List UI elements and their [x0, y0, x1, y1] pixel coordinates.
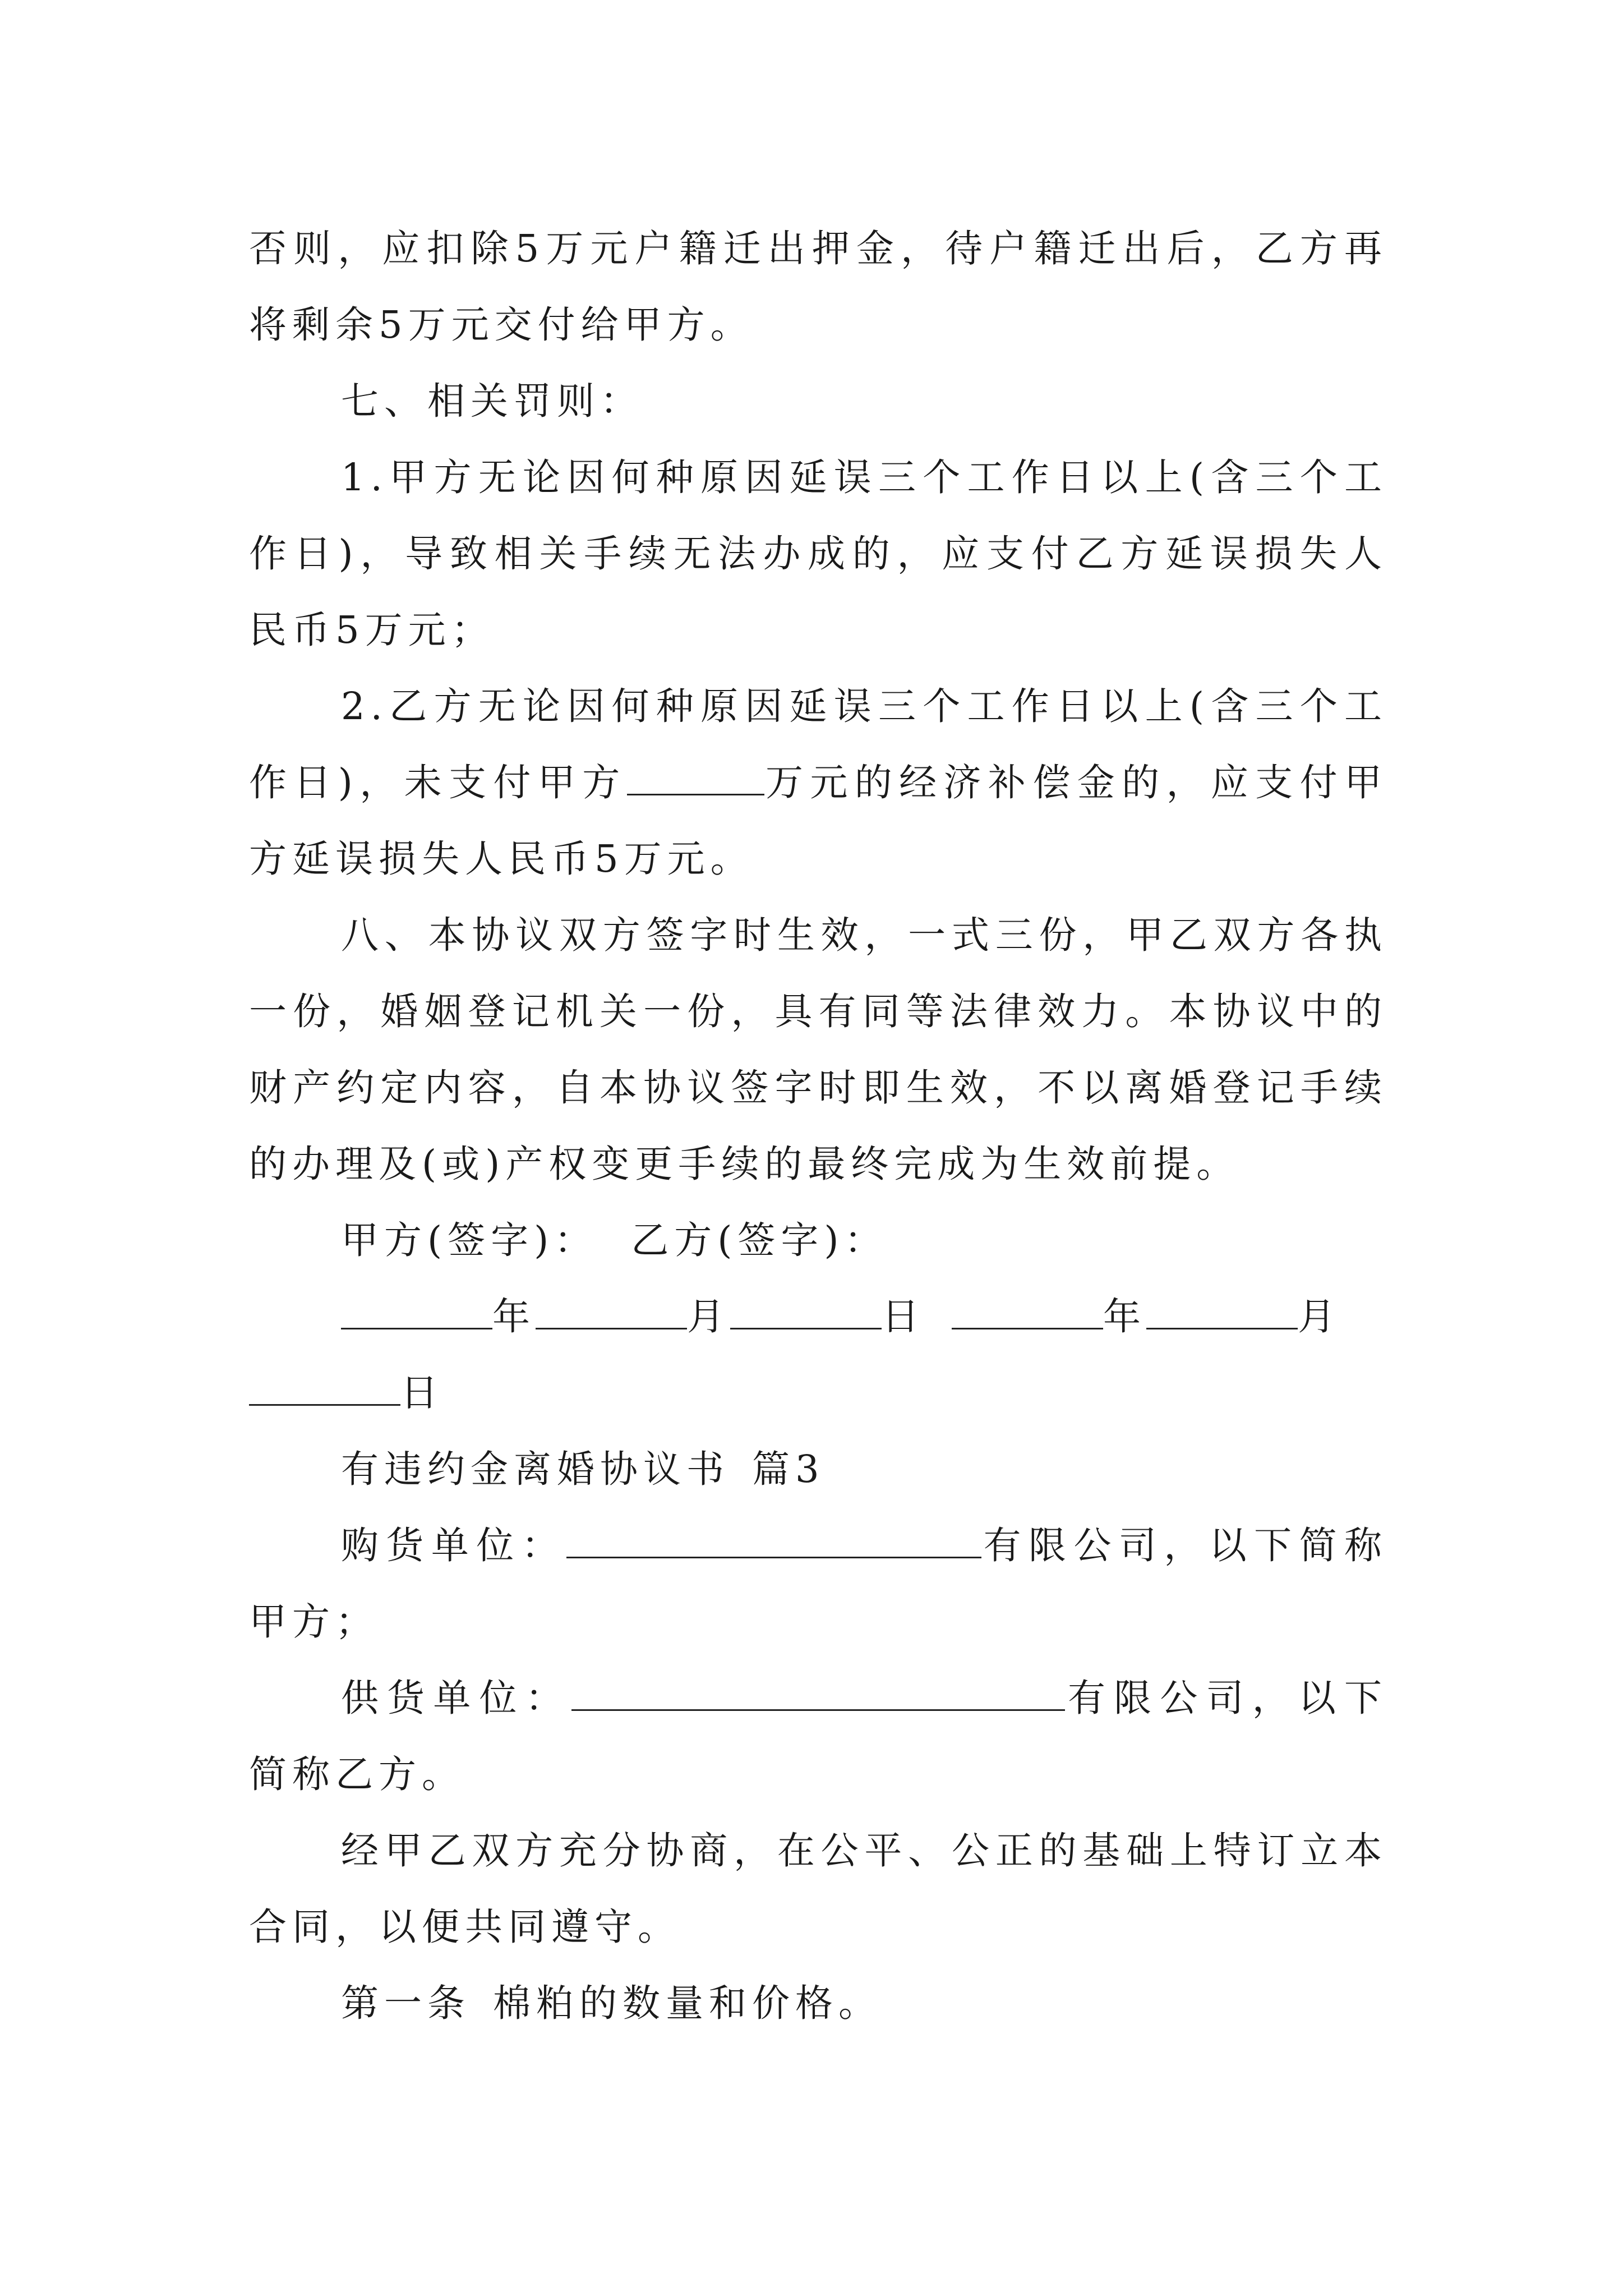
section-title-text: 有违约金离婚协议书 — [341, 1447, 730, 1491]
party-a-year-blank — [341, 1289, 492, 1329]
consultation-paragraph: 经甲乙双方充分协商，在公平、公正的基础上特订立本合同，以便共同遵守。 — [249, 1829, 1387, 1949]
party-b-year-unit: 年 — [1103, 1295, 1146, 1338]
compensation-amount-blank — [627, 754, 764, 795]
buyer-suffix: 有限公司，以下简称甲方； — [249, 1524, 1388, 1644]
penalty-clause-1: 1.甲方无论因何种原因延误三个工作日以上(含三个工作日)，导致相关手续无法办成的，应支付乙方延误损失人民币5万元； — [249, 455, 1387, 652]
document-body — [249, 210, 1387, 2041]
supplier-label: 供货单位： — [341, 1676, 571, 1720]
party-b-year-blank — [952, 1289, 1103, 1329]
penalty-clause-2-start: 2.乙方无论因何种原因延误三个工作日以上(含三个工作日)，未支付甲方 — [249, 684, 1387, 804]
article-1-number: 第一条 — [341, 1981, 471, 2025]
buyer-name-blank — [566, 1517, 981, 1558]
supplier-line — [249, 1660, 1387, 1812]
signature-date-line-continued — [249, 1355, 1387, 1431]
party-a-month-unit: 月 — [687, 1295, 730, 1338]
paragraph-deposit: 否则，应扣除5万元户籍迁出押金，待户籍迁出后，乙方再将剩余5万元交付给甲方。 — [249, 227, 1387, 347]
buyer-label: 购货单位： — [341, 1524, 567, 1567]
party-a-day-blank — [730, 1289, 882, 1329]
party-a-signature-label: 甲方(签字)： — [341, 1218, 598, 1262]
penalty-clause-2 — [249, 668, 1387, 897]
document-section-title — [249, 1431, 1387, 1507]
party-b-month-unit: 月 — [1298, 1295, 1341, 1338]
buyer-line — [249, 1507, 1387, 1660]
party-a-day-unit: 日 — [882, 1295, 925, 1338]
section-heading-penalties: 七、相关罚则： — [341, 379, 643, 423]
article-1-title: 棉粕的数量和价格。 — [493, 1981, 882, 2025]
article-1-heading — [249, 1965, 1387, 2041]
supplier-suffix: 有限公司，以下简称乙方。 — [249, 1676, 1388, 1796]
penalty-clause-2-end: 万元的经济补偿金的，应支付甲方延误损失人民币5万元。 — [249, 761, 1388, 881]
signature-date-line — [249, 1278, 1387, 1355]
party-b-month-blank — [1146, 1289, 1298, 1329]
signature-row — [249, 1202, 1387, 1278]
party-b-day-blank — [249, 1365, 400, 1406]
party-b-day-unit: 日 — [400, 1371, 444, 1415]
party-a-year-unit: 年 — [492, 1295, 536, 1338]
section-title-suffix: 篇3 — [752, 1447, 825, 1491]
party-b-signature-label: 乙方(签字)： — [631, 1218, 888, 1262]
supplier-name-blank — [571, 1670, 1065, 1711]
party-a-month-blank — [536, 1289, 687, 1329]
effectiveness-clause: 八、本协议双方签字时生效，一式三份，甲乙双方各执一份，婚姻登记机关一份，具有同等法律效力。本协议中的财产约定内容，自本协议签字时即生效，不以离婚登记手续的办理及(或)产权变更手续的最终完成为生效前提。 — [249, 913, 1387, 1186]
